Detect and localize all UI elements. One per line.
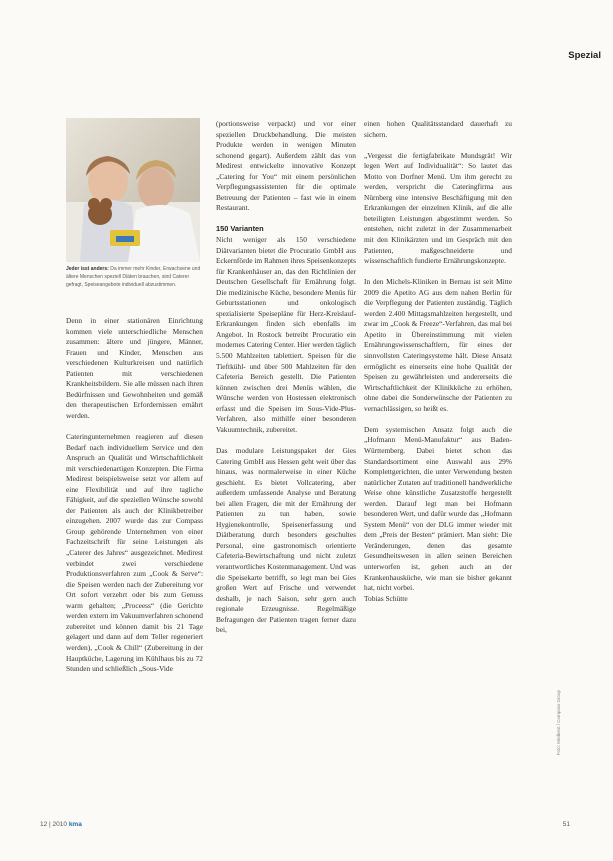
issue-number: 12 | 2010 — [40, 821, 67, 828]
section-label: Spezial — [568, 50, 601, 61]
paragraph: einen hohen Qualitätsstandard dauerhaft zu sichern. — [364, 119, 512, 139]
paragraph: Das modulare Leistungspaket der Gies Catering GmbH aus Hessen geht weit über das hinaus, was normalerweise in einer Küche geschieht. Es bietet Vollcatering, aber außerdem umfassende Analyse und Beratung bei allen Fragen, die mit der Ernährung der Patienten zu tun haben, sowie Hygienekontrolle, Speisenerfassung und Diätberatung durch besonders geschultes Personal, eine gastronomisch orientierte Cafeteria-Bewirtschaftung und nicht zuletzt verantwortliches Kostenmanagement. Und was die Speisekarte betrifft, so legt man bei Gies großen Wert auf Frische und verwendet deshalb, je nach Saison, sehr gern auch regionale Erzeugnisse. Regelmäßige Befragungen der Patienten tragen ferner dazu bei, — [216, 445, 356, 635]
caption-lead: Jeder isst anders: — [66, 266, 109, 272]
author-signature: Tobias Schütte — [364, 593, 408, 603]
footer-issue — [40, 821, 82, 828]
column-1 — [66, 316, 203, 685]
paragraph: Denn in einer stationären Einrichtung kommen viele unterschiedliche Menschen zusammen: ältere und jüngere, Männer, Frauen und Kinder, Menschen aus verschiedenen Kulturkreisen und natürlich Patienten mit verschiedenen Krankheitsbildern. Sie alle müssen nach ihren Bedürfnissen und Gewohnheiten und gemäß den therapeutischen Erfordernissen ernährt werden. — [66, 316, 203, 420]
paragraph: In den Michels-Kliniken in Bernau ist seit Mitte 2009 die Apetito AG aus dem nahen Berlin für die Verpflegung der Patienten zuständig. Täglich werden 2.400 Mittagsmahlzeiten hergestellt, und zwar im „Cook & Freeze“-Verfahren, das mal bei Apetito in Übereinstimmung mit vielen Ernährungswissenschaftlern, für eines der sinnvollsten Cateringsysteme hält. Diese Ansatz ermöglicht es einerseits eine hohe Qualität der Speisen zu gewährleisten und andererseits die Wirtschaftlichkeit der Klinikküche zu erhöhen, ohne dabei die Sonderwünsche der Patienten zu vernachlässigen, so heißt es. — [364, 277, 512, 413]
photo-credit: Foto: Medirest / Compass Group — [556, 690, 561, 756]
subheading: 150 Varianten — [216, 224, 264, 234]
magazine-brand: kma — [68, 821, 82, 828]
paragraph: (portionsweise verpackt) und vor einer speziellen Druckbehandlung. Die meisten Produkte werden in wenigen Minuten schonend gegart). Außerdem zählt das von Medirest entwickelte innovative Konzept „Catering for You“ mit einem persönlichen Verpflegungsassistenten für die optimale Betreuung der Patienten – fast wie in einem Restaurant. — [216, 119, 356, 213]
page-number: 51 — [562, 821, 570, 828]
column-2 — [216, 119, 356, 646]
child-hospital-photo — [66, 118, 200, 262]
paragraph: „Vergesst die fertigfabrikate Mundsgrät! Wir legen Wert auf Individualität“: So lautet das Motto von Dorfner Menü. Um ihm gerecht zu werden, verspricht die Cateringfirma aus Nürnberg eine intensive Beschäftigung mit den Erkrankungen der einzelnen Klinik, auf die alle beteiligten Leistungen abgestimmt werden. So entstehen, nicht zuletzt in der Zusammenarbeit mit den Klinikärzten und im Gespräch mit den Patienten, maßgeschneiderte und wissenschaftlich fundierte Ernährungskonzepte. — [364, 150, 512, 266]
column-3 — [364, 119, 512, 615]
caption-text: Da immer mehr Kinder, Erwachsene und ältere Menschen speziell Diäten brauchen, sind Caterer gefragt, Speiseangebote individuell abzustimmen. — [66, 266, 201, 288]
photo-caption — [66, 266, 202, 289]
paragraph: Cateringunternehmen reagieren auf diesen Bedarf nach individuellem Service und den Anspruch an Qualität und Wirtschaftlichkeit mit verschiedenartigen Konzepten. Die Firma Medirest beispielsweise setzt vor allem auf eine Flexibilität und auf ihre tagliche Fähigkeit, auf die speziellen Wünsche sowohl der Patienten als auch der Klinikbetreiber einzugehen. 2007 wurde das zur Compass Group gehörende Unternehmen von einer Fachzeitschrift für seine Leistungen als „Caterer des Jahres“ ausgezeichnet. Medirest verbindet zwei verschiedene Produktionsverfahren zum „Cook & Serve“: die Speisen werden nach der Zubereitung vor Ort sofort verzehrt oder bis zum Genuss warm gehalten; „Proceess“ (die Gerichte werden extern im Vakuumverfahren schonend zubereitet und können damit bis 21 Tage gelagert und dann auf dem Teller regeneriert werden), „Cook & Chill“ (Zubereitung in der Hauptküche, Lagerung im Kühlhaus bis zu 72 Stunden und schließlich „Sous-Vide — [66, 432, 203, 674]
paragraph: Nicht weniger als 150 verschiedene Diätvarianten bietet die Procuratio GmbH aus Eckernförde im Rahmen ihres Speisenkonzepts für Krankenhäuser an, das den Richtlinien der Deutschen Gesellschaft für Ernährung folgt. Die medizinische Küche, besondere Menüs für Geburtsstationen und onkologisch spezialisierte Speisepläne für Herz-Kreislauf-Erkrankungen finden sich ebenfalls im Angebot. In Rostock betreibt Procuratio ein modernes Catering Center. Hier werden täglich 5.500 Mahlzeiten tablettiert. Speisen für die Tieftkühl- und über 500 Mahlzeiten für den Cafeteria Bereich gestellt. Die Patienten können zwischen drei Menüs wählen, die Wünsche werden von Hostessen elektronisch erfasst und die Speisen im Sous-Vide-Plus-Verfahren, also mithilfe einer besonderen Vakuumtechnik, zubereitet. — [216, 235, 356, 434]
paragraph: Dem systemischen Ansatz folgt auch die „Hofmann Menü-Manufaktur“ aus Baden-Württemberg. Dabei bietet schon das Standardsortiment eine Auswahl aus 29% Komplettgerichten, die unter Verwendung besten natürlicher Zutaten auf traditionell handwerkliche Weise ohne künstliche Zusatzstoffe hergestellt werden. Darauf legt man bei Hofmann besonderen Wert, und dafür wurde das „Hofmann System Menü“ von der DLG immer wieder mit dem „Preis der Besten“ prämiert. Man sieht: Die Veränderungen, denen das gesamte Gesundheitswesen in allen seinen Bereichen unterworfen ist, gehen auch an der Krankenhausküche, wie man sie bisher gekannt hat, nicht vorbei. — [364, 424, 512, 593]
article-photo — [66, 118, 200, 262]
